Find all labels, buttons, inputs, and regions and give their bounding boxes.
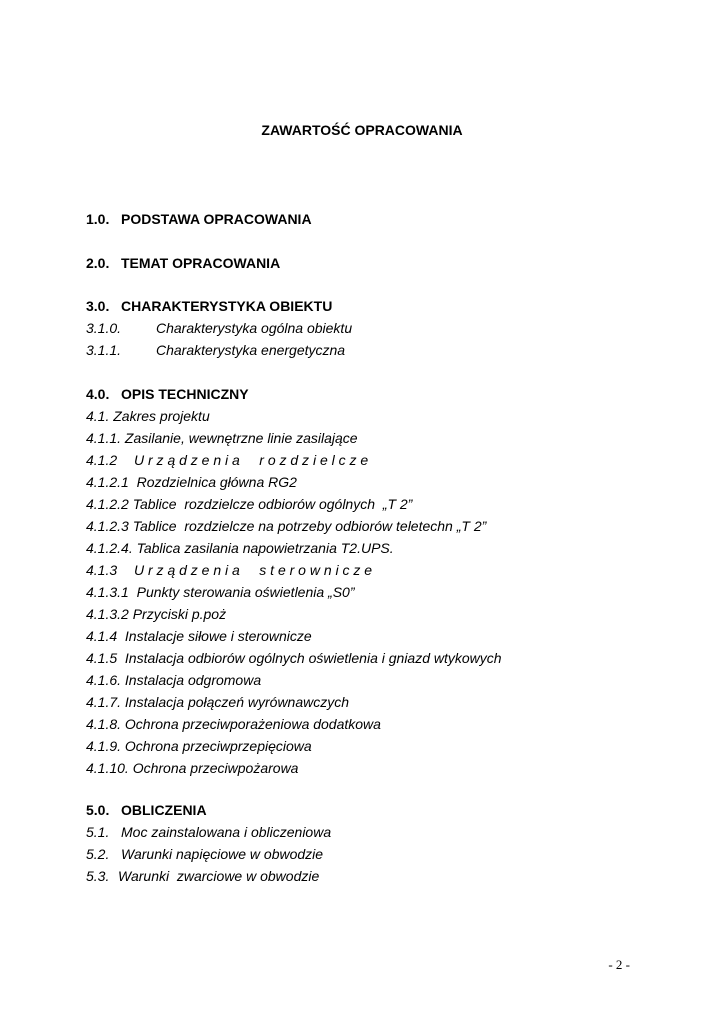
toc-entry-4-1-10 (86, 759, 298, 777)
toc-number: 4.1.1. (86, 430, 122, 446)
toc-text: Tablica zasilania napowietrzania T2.UPS. (136, 540, 394, 556)
toc-entry-4-0 (86, 385, 249, 403)
toc-number: 4.1.3.2 (86, 606, 129, 622)
toc-text: Moc zainstalowana i obliczeniowa (121, 824, 332, 840)
toc-entry-4-1-7 (86, 693, 349, 711)
toc-text: Charakterystyka ogólna obiektu (156, 320, 353, 336)
toc-number: 4.1.5 (86, 650, 118, 666)
toc-entry-4-1-6 (86, 671, 261, 689)
toc-text: TEMAT OPRACOWANIA (121, 255, 281, 271)
toc-number: 4.1.7. (86, 694, 122, 710)
toc-text: Tablice rozdzielcze na potrzeby odbiorów teletechn „T 2” (132, 518, 487, 534)
toc-text: Zakres projektu (113, 408, 210, 424)
toc-number: 4.1.2.1 (86, 474, 129, 490)
toc-text: Punkty sterowania oświetlenia „S0” (136, 584, 355, 600)
toc-entry-4-1-2-3 (86, 517, 486, 535)
toc-text: Warunki napięciowe w obwodzie (121, 846, 324, 862)
toc-number: 2.0. (86, 255, 110, 271)
toc-entry-5-2 (86, 845, 323, 863)
toc-text: CHARAKTERYSTYKA OBIEKTU (121, 298, 333, 314)
toc-text: Instalacje siłowe i sterownicze (124, 628, 312, 644)
toc-entry-4-1-1 (86, 429, 358, 447)
page-number: - 2 - (608, 957, 630, 972)
toc-text: OBLICZENIA (121, 802, 207, 818)
toc-number: 4.1.3 (86, 562, 118, 578)
toc-text: Ochrona przeciwpożarowa (132, 760, 299, 776)
toc-text: U r z ą d z e n i a r o z d z i e l c z e (134, 452, 369, 468)
toc-number: 3.0. (86, 298, 110, 314)
toc-text: PODSTAWA OPRACOWANIA (121, 211, 312, 227)
toc-text: OPIS TECHNICZNY (121, 386, 249, 402)
toc-number: 5.2. (86, 846, 110, 862)
toc-entry-3-1-1 (86, 341, 345, 359)
toc-entry-4-1-8 (86, 715, 381, 733)
toc-number: 4.1.3.1 (86, 584, 129, 600)
toc-text: Ochrona przeciwporażeniowa dodatkowa (124, 716, 381, 732)
toc-number: 5.3. (86, 868, 110, 884)
toc-entry-4-1-5 (86, 649, 502, 667)
toc-text: Instalacja połączeń wyrównawczych (124, 694, 350, 710)
toc-entry-5-1 (86, 823, 331, 841)
toc-entry-4-1-2 (86, 451, 368, 469)
toc-number: 5.1. (86, 824, 110, 840)
toc-text: Zasilanie, wewnętrzne linie zasilające (124, 430, 358, 446)
toc-number: 4.0. (86, 386, 110, 402)
toc-text: Przyciski p.poż (132, 606, 227, 622)
toc-number: 1.0. (86, 211, 110, 227)
toc-text: Charakterystyka energetyczna (156, 342, 346, 358)
toc-entry-4-1-9 (86, 737, 312, 755)
toc-entry-4-1-3 (86, 561, 372, 579)
toc-number: 4.1. (86, 408, 110, 424)
toc-text: U r z ą d z e n i a s t e r o w n i c z e (134, 562, 373, 578)
toc-number: 4.1.2.4. (86, 540, 133, 556)
toc-entry-5-0 (86, 801, 207, 819)
toc-number: 4.1.2 (86, 452, 118, 468)
toc-text: Instalacja odbiorów ogólnych oświetlenia i gniazd wtykowych (124, 650, 502, 666)
toc-text: Ochrona przeciwprzepięciowa (124, 738, 312, 754)
toc-number: 4.1.4 (86, 628, 118, 644)
toc-number: 4.1.2.2 (86, 496, 129, 512)
toc-text: Instalacja odgromowa (124, 672, 262, 688)
toc-entry-3-1-0 (86, 319, 352, 337)
toc-entry-4-1-4 (86, 627, 312, 645)
toc-number: 4.1.8. (86, 716, 122, 732)
toc-entry-4-1 (86, 407, 210, 425)
toc-entry-3-0 (86, 297, 332, 315)
toc-text: Tablice rozdzielcze odbiorów ogólnych „T 2” (132, 496, 413, 512)
toc-text: Warunki zwarciowe w obwodzie (118, 868, 320, 884)
toc-entry-4-1-3-1 (86, 583, 355, 601)
toc-entry-4-1-2-2 (86, 495, 412, 513)
toc-number: 5.0. (86, 802, 110, 818)
toc-number: 4.1.6. (86, 672, 122, 688)
toc-number: 3.1.1. (86, 342, 122, 358)
toc-text: Rozdzielnica główna RG2 (136, 474, 297, 490)
toc-number: 4.1.2.3 (86, 518, 129, 534)
toc-entry-4-1-2-4 (86, 539, 394, 557)
toc-entry-4-1-2-1 (86, 473, 297, 491)
toc-entry-5-3 (86, 867, 319, 885)
toc-entry-2-0 (86, 254, 280, 272)
toc-number: 4.1.10. (86, 760, 129, 776)
toc-entry-1-0 (86, 210, 312, 228)
document-title: ZAWARTOŚĆ OPRACOWANIA (261, 122, 463, 138)
toc-entry-4-1-3-2 (86, 605, 226, 623)
toc-number: 3.1.0. (86, 320, 122, 336)
toc-number: 4.1.9. (86, 738, 122, 754)
